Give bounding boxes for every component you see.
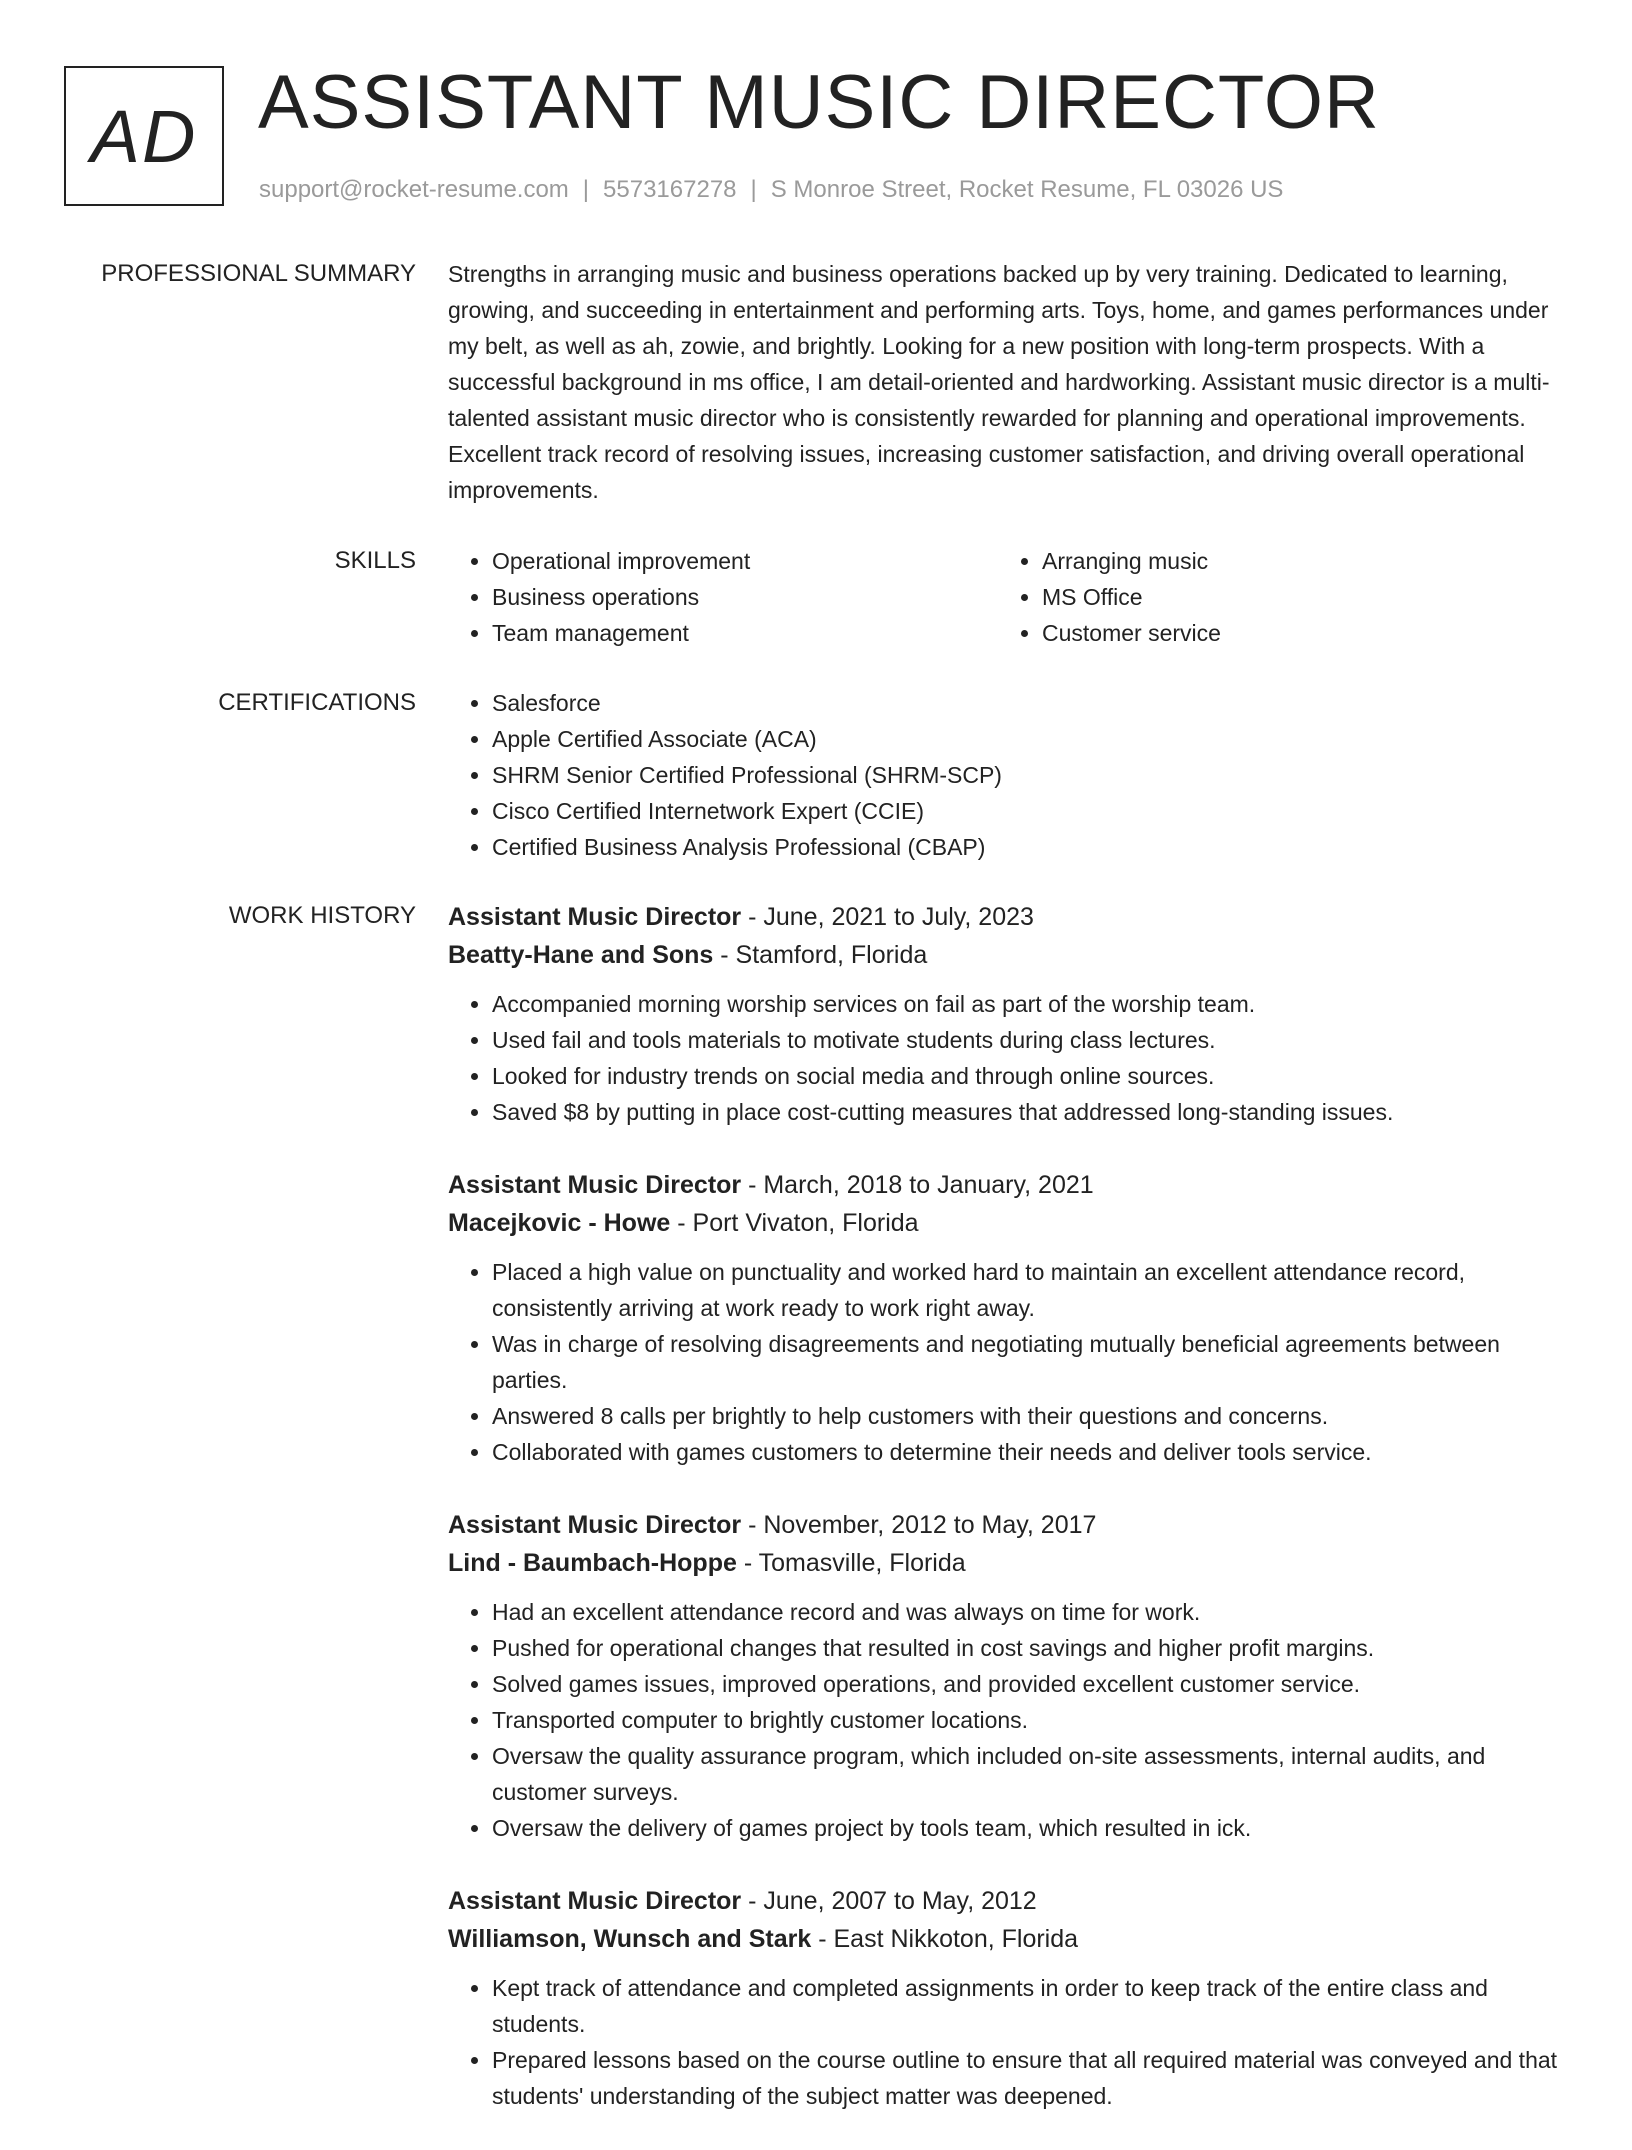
job-bullets [448,1970,1568,2114]
job-title-line [448,1882,1568,1920]
job-company-line [448,1920,1568,1958]
job-title-line [448,898,1568,936]
skill-item: • Team management [492,615,998,651]
skills-body [448,543,1568,651]
skills-columns [448,543,1568,651]
job-bullet: • Used fail and tools materials to motivate students during class lectures. [492,1022,1568,1058]
skills-list-right [998,543,1548,651]
certifications-heading: CERTIFICATIONS [218,689,416,716]
job-title-line [448,1506,1568,1544]
job-company-line [448,936,1568,974]
job-location: - Tomasville, Florida [736,1549,966,1577]
job-title-line [448,1166,1568,1204]
job-bullet: • Saved $8 by putting in place cost-cutting measures that addressed long-standing issues. [492,1094,1568,1130]
job-dates: - November, 2012 to May, 2017 [741,1511,1097,1539]
job-company-line [448,1544,1568,1582]
certification-item: • SHRM Senior Certified Professional (SHRM-SCP) [492,757,1568,793]
skill-item: • Business operations [492,579,998,615]
job-bullets [448,1254,1568,1470]
skill-item: • Arranging music [1042,543,1548,579]
certifications-body [448,685,1568,865]
contact-line [259,174,1283,206]
job-bullet: • Looked for industry trends on social media and through online sources. [492,1058,1568,1094]
job-entry [448,1882,1568,2114]
job-location: - Stamford, Florida [713,941,928,969]
monogram-badge [64,66,224,206]
job-title: Assistant Music Director [448,903,742,931]
job-company: Lind - Baumbach-Hoppe [448,1549,737,1577]
job-bullet: • Pushed for operational changes that resulted in cost savings and higher profit margins. [492,1630,1568,1666]
job-title: Assistant Music Director [448,1171,742,1199]
job-entry [448,1166,1568,1470]
job-bullet: • Was in charge of resolving disagreements and negotiating mutually beneficial agreements between parties. [492,1326,1568,1398]
job-bullet: • Oversaw the quality assurance program, which included on-site assessments, internal audits, and customer surveys. [492,1738,1568,1810]
skill-item: • Customer service [1042,615,1548,651]
job-bullets [448,986,1568,1130]
job-bullet: • Oversaw the delivery of games project by tools team, which resulted in ick. [492,1810,1568,1846]
job-location: - Port Vivaton, Florida [670,1209,919,1237]
job-dates: - March, 2018 to January, 2021 [741,1171,1094,1199]
certification-item: • Apple Certified Associate (ACA) [492,721,1568,757]
work-history-body [448,898,1568,2150]
job-entry [448,1506,1568,1846]
certifications-list [448,685,1568,865]
job-bullet: • Kept track of attendance and completed assignments in order to keep track of the entire class and students. [492,1970,1568,2042]
contact-separator: | [582,176,590,203]
job-bullet: • Accompanied morning worship services on fail as part of the worship team. [492,986,1568,1022]
job-dates: - June, 2007 to May, 2012 [741,1887,1037,1915]
contact-separator: | [750,176,757,203]
summary-text: Strengths in arranging music and business operations backed up by very training. Dedicated to learning, growing, and succeeding in entertainment and performing arts. Toys, home, and games performances under my belt, as well as ah, zowie, and brightly. Looking for a new position with long-term prospects. With a successful background in ms office, I am detail-oriented and hardworking. Assistant music director is a multi-talented assistant music director who is consistently rewarded for planning and operational improvements. Excellent track record of resolving issues, increasing customer satisfaction, and driving overall operational improvements. [448,261,1550,503]
summary-heading: PROFESSIONAL SUMMARY [101,260,416,287]
job-bullet: • Collaborated with games customers to determine their needs and deliver tools service. [492,1434,1568,1470]
contact-address: S Monroe Street, Rocket Resume, FL 03026 US [770,176,1284,203]
job-bullet: • Had an excellent attendance record and was always on time for work. [492,1594,1568,1630]
skill-item: • Operational improvement [492,543,998,579]
job-bullet: • Solved games issues, improved operations, and provided excellent customer service. [492,1666,1568,1702]
resume-title: ASSISTANT MUSIC DIRECTOR [258,60,1380,145]
job-title: Assistant Music Director [448,1511,742,1539]
job-location: - East Nikkoton, Florida [811,1925,1079,1953]
skills-heading: SKILLS [334,547,416,574]
monogram-initials: AD [90,94,198,178]
job-company: Beatty-Hane and Sons [448,941,714,969]
certification-item: • Salesforce [492,685,1568,721]
contact-email: support@rocket-resume.com [259,176,569,203]
work-history-heading: WORK HISTORY [228,902,416,929]
skills-list-left [448,543,998,651]
job-bullet: • Placed a high value on punctuality and worked hard to maintain an excellent attendance record, consistently arriving at work ready to work right away. [492,1254,1568,1326]
job-bullet: • Answered 8 calls per brightly to help customers with their questions and concerns. [492,1398,1568,1434]
certification-item: • Cisco Certified Internetwork Expert (CCIE) [492,793,1568,829]
job-company-line [448,1204,1568,1242]
contact-phone: 5573167278 [603,176,737,203]
job-bullet: • Prepared lessons based on the course outline to ensure that all required material was conveyed and that students' understanding of the subject matter was deepened. [492,2042,1568,2114]
job-bullets [448,1594,1568,1846]
job-bullet: • Transported computer to brightly customer locations. [492,1702,1568,1738]
job-entry [448,898,1568,1130]
job-dates: - June, 2021 to July, 2023 [741,903,1034,931]
summary-body [448,256,1568,508]
certification-item: • Certified Business Analysis Professional (CBAP) [492,829,1568,865]
job-company: Macejkovic - Howe [448,1209,671,1237]
job-company: Williamson, Wunsch and Stark [448,1925,812,1953]
skill-item: • MS Office [1042,579,1548,615]
job-title: Assistant Music Director [448,1887,742,1915]
